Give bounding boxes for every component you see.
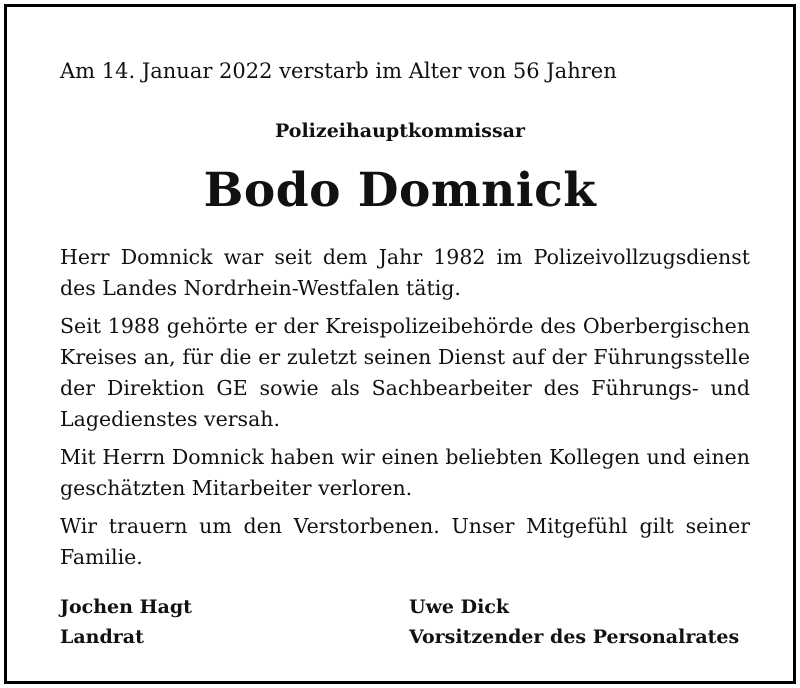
deceased-name: Bodo Domnick <box>203 163 597 218</box>
obituary-frame <box>4 4 796 684</box>
obituary-body <box>60 242 750 580</box>
paragraph-condolence: Wir trauern um den Verstorbenen. Unser Mitgefühl gilt seiner Familie. <box>60 514 750 569</box>
signature-personalrat <box>409 592 739 652</box>
death-date-line: Am 14. Januar 2022 verstarb im Alter von 56 Jahren <box>60 59 617 83</box>
signature-landrat <box>60 592 192 652</box>
paragraph-career-details: Seit 1988 gehörte er der Kreispolizeibehörde des Oberbergischen Kreises an, für die er zuletzt seinen Dienst auf der Führungsstelle der Direktion GE sowie als Sachbearbeiter des Führungs- und Lagedienstes versah. <box>60 314 750 431</box>
paragraph-career-start: Herr Domnick war seit dem Jahr 1982 im Polizeivollzugsdienst des Landes Nordrhein-Westfalen tätig. <box>60 245 750 300</box>
signatory-name: Jochen Hagt <box>60 596 192 618</box>
signatory-role: Landrat <box>60 626 144 648</box>
signatory-name: Uwe Dick <box>409 596 510 618</box>
deceased-rank: Polizeihauptkommissar <box>275 120 525 142</box>
signatory-role: Vorsitzender des Personalrates <box>409 626 740 648</box>
paragraph-loss: Mit Herrn Domnick haben wir einen beliebten Kollegen und einen geschätzten Mitarbeiter verloren. <box>60 445 750 500</box>
